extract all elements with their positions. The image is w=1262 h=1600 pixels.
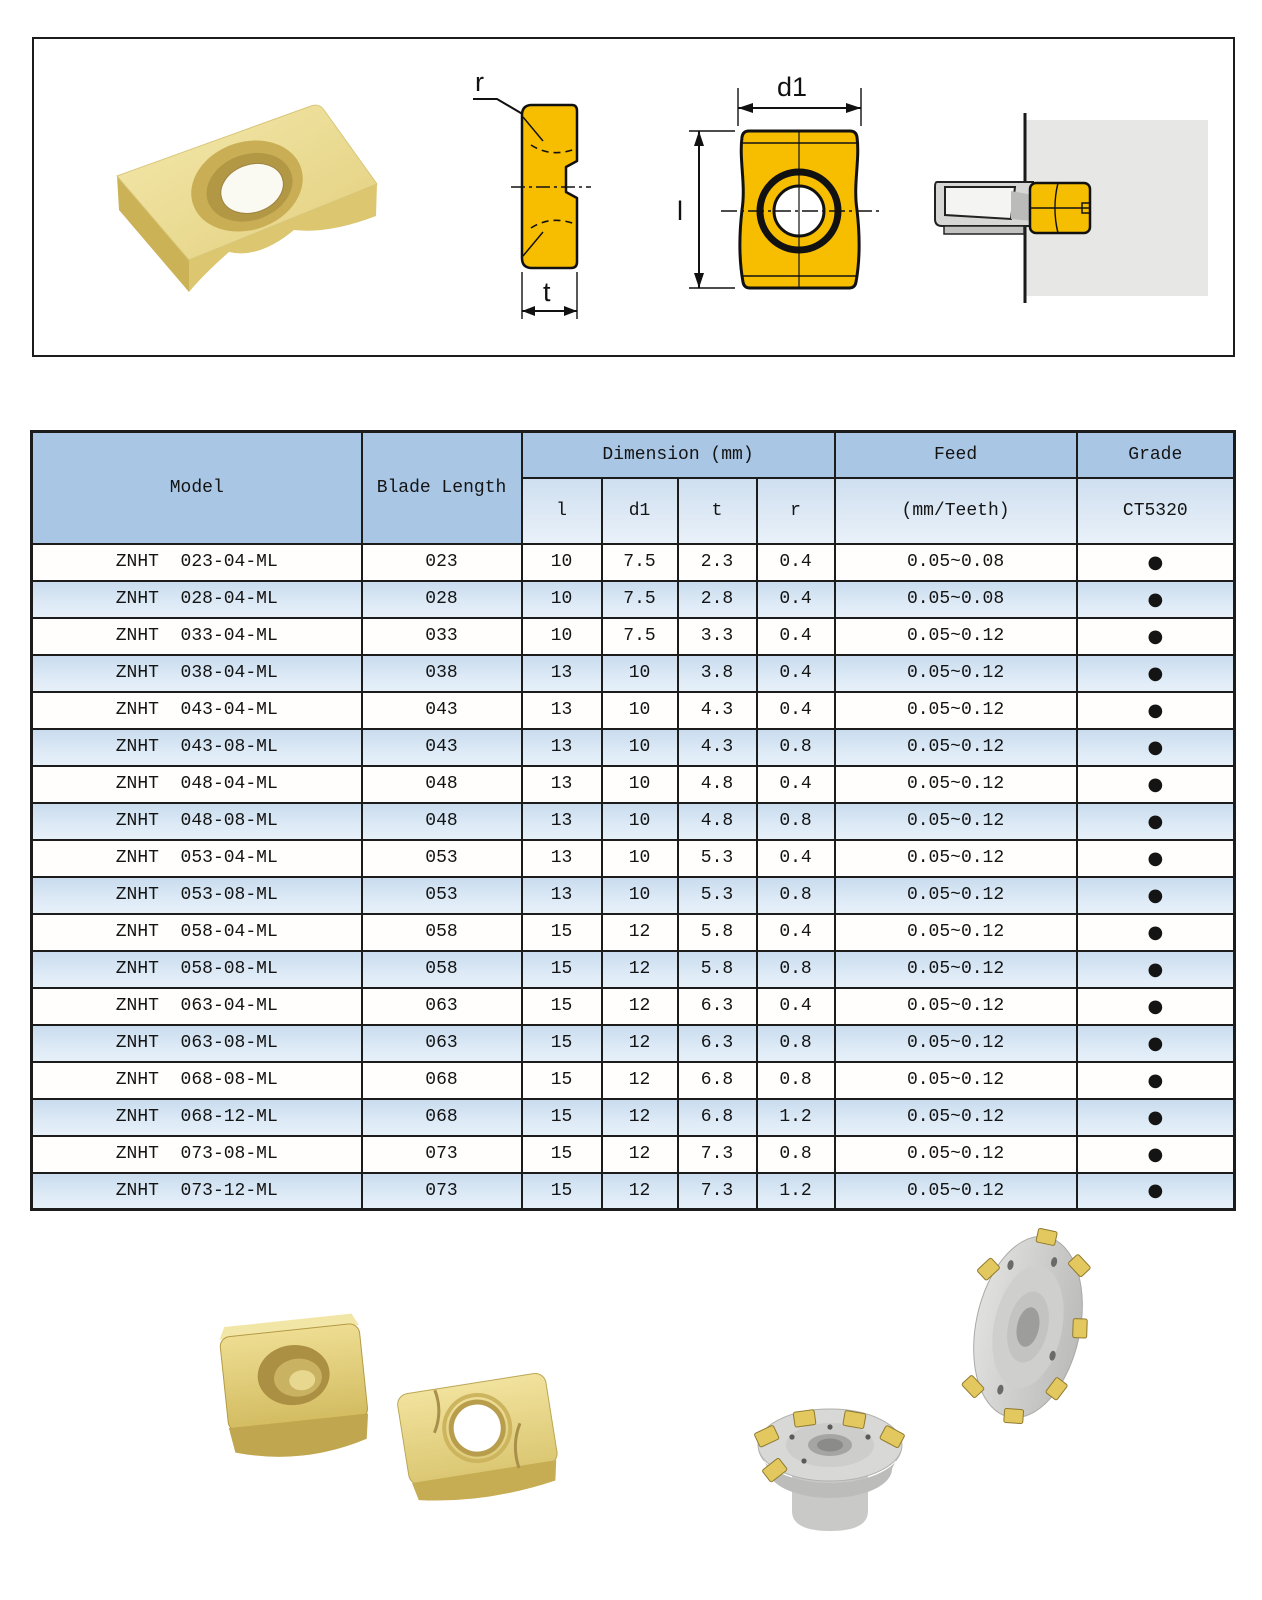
- header-dimension-group: Dimension (mm): [522, 432, 835, 478]
- cell-r: 0.4: [757, 655, 835, 692]
- table-row: [32, 544, 1235, 581]
- t-arrow-right: [564, 306, 577, 316]
- cell-r: 0.4: [757, 766, 835, 803]
- cell-t: 6.8: [678, 1062, 757, 1099]
- cell-grade: ●: [1077, 1173, 1235, 1210]
- cell-r: 0.8: [757, 729, 835, 766]
- cell-grade: ●: [1077, 803, 1235, 840]
- cell-blade-length: 063: [362, 988, 522, 1025]
- product-photo-cutter-head: [740, 1385, 920, 1550]
- cell-model: ZNHT 053-08-ML: [32, 877, 362, 914]
- cell-model: ZNHT 063-08-ML: [32, 1025, 362, 1062]
- cell-model: ZNHT 043-04-ML: [32, 692, 362, 729]
- cell-d1: 12: [602, 914, 678, 951]
- side-view-drawing: [439, 57, 639, 347]
- cell-feed: 0.05~0.12: [835, 655, 1077, 692]
- cell-t: 7.3: [678, 1136, 757, 1173]
- cell-r: 0.8: [757, 951, 835, 988]
- cell-model: ZNHT 068-08-ML: [32, 1062, 362, 1099]
- cell-d1: 7.5: [602, 618, 678, 655]
- header-blade-length: Blade Length: [362, 432, 522, 544]
- cell-blade-length: 063: [362, 1025, 522, 1062]
- cell-d1: 7.5: [602, 544, 678, 581]
- cell-r: 0.8: [757, 877, 835, 914]
- cell-r: 0.4: [757, 988, 835, 1025]
- cell-blade-length: 043: [362, 729, 522, 766]
- cell-blade-length: 038: [362, 655, 522, 692]
- cell-d1: 12: [602, 1173, 678, 1210]
- cell-feed: 0.05~0.12: [835, 766, 1077, 803]
- cell-grade: ●: [1077, 1025, 1235, 1062]
- table-row: [32, 951, 1235, 988]
- cell-model: ZNHT 058-08-ML: [32, 951, 362, 988]
- header-dim-d1: d1: [602, 478, 678, 544]
- cell-d1: 10: [602, 692, 678, 729]
- t-arrow-left: [522, 306, 535, 316]
- cell-l: 13: [522, 840, 602, 877]
- table-row: [32, 618, 1235, 655]
- cell-blade-length: 068: [362, 1099, 522, 1136]
- cell-feed: 0.05~0.12: [835, 1136, 1077, 1173]
- cell-d1: 12: [602, 1099, 678, 1136]
- cell-l: 13: [522, 655, 602, 692]
- table-row: [32, 1136, 1235, 1173]
- cell-d1: 12: [602, 1062, 678, 1099]
- cell-l: 15: [522, 988, 602, 1025]
- cell-feed: 0.05~0.12: [835, 692, 1077, 729]
- cell-blade-length: 068: [362, 1062, 522, 1099]
- cell-l: 15: [522, 951, 602, 988]
- cell-feed: 0.05~0.12: [835, 1099, 1077, 1136]
- header-feed: Feed: [835, 432, 1077, 478]
- cell-t: 4.8: [678, 766, 757, 803]
- cell-l: 15: [522, 914, 602, 951]
- l-arrow-bottom: [694, 273, 704, 288]
- cell-grade: ●: [1077, 766, 1235, 803]
- header-dim-t: t: [678, 478, 757, 544]
- cell-l: 10: [522, 581, 602, 618]
- table-row: [32, 1062, 1235, 1099]
- cell-grade: ●: [1077, 1099, 1235, 1136]
- cell-d1: 10: [602, 877, 678, 914]
- cell-t: 4.8: [678, 803, 757, 840]
- cell-blade-length: 073: [362, 1136, 522, 1173]
- header-grade: Grade: [1077, 432, 1235, 478]
- spec-table-head: [32, 432, 1235, 544]
- insert-3d-render: [79, 64, 399, 329]
- cell-d1: 12: [602, 1136, 678, 1173]
- cell-t: 2.8: [678, 581, 757, 618]
- cell-model: ZNHT 028-04-ML: [32, 581, 362, 618]
- cell-blade-length: 058: [362, 951, 522, 988]
- cell-grade: ●: [1077, 1136, 1235, 1173]
- cutter-head-bore-inner: [817, 1439, 843, 1452]
- cell-r: 0.4: [757, 581, 835, 618]
- cell-r: 0.4: [757, 840, 835, 877]
- cell-model: ZNHT 058-04-ML: [32, 914, 362, 951]
- cell-t: 4.3: [678, 729, 757, 766]
- cell-grade: ●: [1077, 1062, 1235, 1099]
- cell-d1: 10: [602, 766, 678, 803]
- table-row: [32, 803, 1235, 840]
- product-photo-inserts: [195, 1278, 655, 1558]
- cell-l: 10: [522, 544, 602, 581]
- front-view-drawing: [669, 74, 904, 344]
- cell-model: ZNHT 023-04-ML: [32, 544, 362, 581]
- insert-photo-standing: [218, 1313, 371, 1463]
- cell-r: 0.8: [757, 803, 835, 840]
- mounting-diagram: [912, 107, 1222, 347]
- toolholder-clamp: [945, 187, 1015, 219]
- cell-r: 0.4: [757, 692, 835, 729]
- table-row: [32, 1025, 1235, 1062]
- cell-t: 5.8: [678, 951, 757, 988]
- cell-grade: ●: [1077, 618, 1235, 655]
- cell-blade-length: 053: [362, 840, 522, 877]
- cell-feed: 0.05~0.08: [835, 544, 1077, 581]
- cell-l: 15: [522, 1062, 602, 1099]
- cell-t: 6.8: [678, 1099, 757, 1136]
- label-r: r: [475, 67, 484, 97]
- cell-d1: 10: [602, 729, 678, 766]
- cell-model: ZNHT 048-08-ML: [32, 803, 362, 840]
- cell-d1: 10: [602, 803, 678, 840]
- cell-t: 6.3: [678, 988, 757, 1025]
- cell-model: ZNHT 043-08-ML: [32, 729, 362, 766]
- cell-grade: ●: [1077, 988, 1235, 1025]
- cell-feed: 0.05~0.12: [835, 877, 1077, 914]
- cell-blade-length: 053: [362, 877, 522, 914]
- cell-feed: 0.05~0.08: [835, 581, 1077, 618]
- table-row: [32, 655, 1235, 692]
- cell-l: 10: [522, 618, 602, 655]
- cell-model: ZNHT 038-04-ML: [32, 655, 362, 692]
- cell-grade: ●: [1077, 729, 1235, 766]
- cell-r: 1.2: [757, 1099, 835, 1136]
- cell-blade-length: 033: [362, 618, 522, 655]
- cell-r: 0.4: [757, 544, 835, 581]
- spec-table-body: [32, 544, 1235, 1210]
- cell-t: 3.3: [678, 618, 757, 655]
- table-row: [32, 914, 1235, 951]
- cell-r: 0.8: [757, 1136, 835, 1173]
- cell-r: 0.8: [757, 1062, 835, 1099]
- cell-feed: 0.05~0.12: [835, 988, 1077, 1025]
- cell-feed: 0.05~0.12: [835, 803, 1077, 840]
- cell-l: 13: [522, 877, 602, 914]
- cell-model: ZNHT 068-12-ML: [32, 1099, 362, 1136]
- cell-l: 13: [522, 729, 602, 766]
- cell-feed: 0.05~0.12: [835, 1173, 1077, 1210]
- table-row: [32, 840, 1235, 877]
- label-d1: d1: [777, 74, 808, 102]
- cell-r: 1.2: [757, 1173, 835, 1210]
- cell-d1: 10: [602, 655, 678, 692]
- cell-blade-length: 048: [362, 766, 522, 803]
- table-row: [32, 766, 1235, 803]
- cell-blade-length: 058: [362, 914, 522, 951]
- label-l: l: [677, 196, 683, 226]
- cell-model: ZNHT 073-08-ML: [32, 1136, 362, 1173]
- cell-d1: 12: [602, 951, 678, 988]
- cell-model: ZNHT 063-04-ML: [32, 988, 362, 1025]
- cell-t: 5.8: [678, 914, 757, 951]
- l-extension-lines: [689, 131, 735, 288]
- cell-r: 0.4: [757, 618, 835, 655]
- header-dim-r: r: [757, 478, 835, 544]
- cell-grade: ●: [1077, 692, 1235, 729]
- table-row: [32, 692, 1235, 729]
- cell-grade: ●: [1077, 840, 1235, 877]
- cell-blade-length: 023: [362, 544, 522, 581]
- cell-d1: 7.5: [602, 581, 678, 618]
- header-grade-value: CT5320: [1077, 478, 1235, 544]
- cell-grade: ●: [1077, 544, 1235, 581]
- d1-arrow-right: [846, 103, 861, 113]
- cell-t: 2.3: [678, 544, 757, 581]
- cell-grade: ●: [1077, 581, 1235, 618]
- spec-table: [30, 430, 1236, 1211]
- cell-grade: ●: [1077, 877, 1235, 914]
- cell-l: 15: [522, 1099, 602, 1136]
- cell-feed: 0.05~0.12: [835, 840, 1077, 877]
- cell-feed: 0.05~0.12: [835, 914, 1077, 951]
- cell-model: ZNHT 048-04-ML: [32, 766, 362, 803]
- cell-t: 7.3: [678, 1173, 757, 1210]
- cell-feed: 0.05~0.12: [835, 1025, 1077, 1062]
- cell-l: 13: [522, 692, 602, 729]
- cell-feed: 0.05~0.12: [835, 1062, 1077, 1099]
- disc-cutter: [947, 1222, 1107, 1436]
- insert-photo-lying: [396, 1372, 562, 1509]
- technical-drawing-panel: [32, 37, 1235, 357]
- table-row: [32, 1099, 1235, 1136]
- d1-arrow-left: [738, 103, 753, 113]
- cell-blade-length: 028: [362, 581, 522, 618]
- spec-table-wrap: [30, 430, 1236, 1211]
- cell-l: 15: [522, 1025, 602, 1062]
- cell-l: 15: [522, 1173, 602, 1210]
- cell-blade-length: 048: [362, 803, 522, 840]
- cell-l: 15: [522, 1136, 602, 1173]
- header-model: Model: [32, 432, 362, 544]
- cell-feed: 0.05~0.12: [835, 618, 1077, 655]
- cell-t: 6.3: [678, 1025, 757, 1062]
- cell-d1: 12: [602, 1025, 678, 1062]
- cell-l: 13: [522, 766, 602, 803]
- cell-d1: 12: [602, 988, 678, 1025]
- l-arrow-top: [694, 131, 704, 146]
- cell-feed: 0.05~0.12: [835, 729, 1077, 766]
- cell-t: 5.3: [678, 840, 757, 877]
- header-feed-unit: (mm/Teeth): [835, 478, 1077, 544]
- cell-blade-length: 073: [362, 1173, 522, 1210]
- header-dim-l: l: [522, 478, 602, 544]
- cell-t: 3.8: [678, 655, 757, 692]
- table-row: [32, 729, 1235, 766]
- product-photo-disc-cutter: [928, 1222, 1138, 1437]
- cell-l: 13: [522, 803, 602, 840]
- table-row: [32, 988, 1235, 1025]
- table-row: [32, 877, 1235, 914]
- toolholder-step: [944, 226, 1024, 234]
- cell-model: ZNHT 033-04-ML: [32, 618, 362, 655]
- label-t: t: [543, 277, 551, 307]
- cell-r: 0.8: [757, 1025, 835, 1062]
- table-row: [32, 581, 1235, 618]
- table-row: [32, 1173, 1235, 1210]
- cell-feed: 0.05~0.12: [835, 951, 1077, 988]
- cell-blade-length: 043: [362, 692, 522, 729]
- cell-model: ZNHT 053-04-ML: [32, 840, 362, 877]
- cell-t: 4.3: [678, 692, 757, 729]
- cell-grade: ●: [1077, 914, 1235, 951]
- cell-r: 0.4: [757, 914, 835, 951]
- cell-model: ZNHT 073-12-ML: [32, 1173, 362, 1210]
- cell-grade: ●: [1077, 655, 1235, 692]
- cell-t: 5.3: [678, 877, 757, 914]
- cell-d1: 10: [602, 840, 678, 877]
- cell-grade: ●: [1077, 951, 1235, 988]
